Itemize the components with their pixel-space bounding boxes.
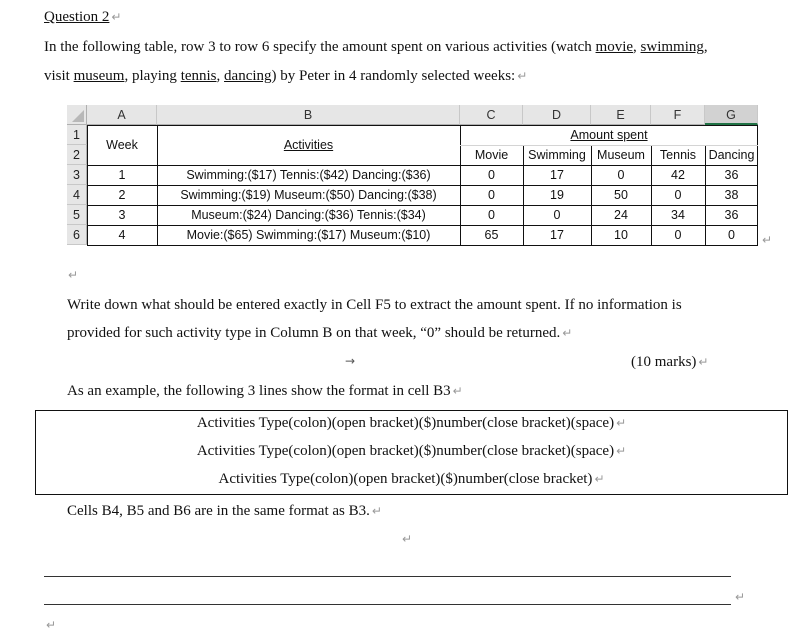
cell-movie[interactable]: 0 (488, 188, 495, 202)
movie-word: movie (595, 39, 634, 55)
cell-c2-movie[interactable]: Movie (474, 148, 509, 162)
intro-text: visit (44, 68, 74, 84)
paragraph-mark-icon: ↵ (402, 532, 413, 546)
row-header-5[interactable]: 5 (67, 205, 87, 225)
format-line-text: Activities Type(colon)(open bracket)($)number(close bracket)(space) (196, 415, 615, 431)
intro-comma: , (633, 39, 641, 55)
cell-d2-swimming[interactable]: Swimming (528, 148, 586, 162)
cell-c1-amount-spent[interactable]: Amount spent (570, 128, 648, 142)
row-header-1[interactable]: 1 (67, 125, 87, 145)
cell-activities[interactable]: Movie:($65) Swimming:($17) Museum:($10) (186, 228, 431, 242)
cell-movie[interactable]: 65 (484, 228, 499, 242)
column-header-a[interactable]: A (87, 105, 157, 125)
dancing-word: dancing (224, 68, 272, 84)
cell-dancing[interactable]: 38 (724, 188, 739, 202)
paragraph-mark-icon: ↵ (111, 10, 122, 24)
cell-week[interactable]: 1 (118, 168, 126, 182)
marks-label (631, 354, 708, 371)
closing-text: Cells B4, B5 and B6 are in the same format as B3. (67, 503, 370, 519)
format-line (36, 471, 787, 488)
cell-week[interactable]: 2 (118, 188, 126, 202)
intro-line-1 (44, 39, 708, 56)
paragraph-mark-icon: ↵ (735, 590, 746, 604)
task-line-1: Write down what should be entered exactly in Cell F5 to extract the amount spent. If no information is (67, 297, 682, 313)
cell-activities[interactable]: Museum:($24) Dancing:($36) Tennis:($34) (191, 208, 426, 222)
cell-week[interactable]: 3 (118, 208, 126, 222)
cell-swimming[interactable]: 19 (550, 188, 564, 202)
column-header-b[interactable]: B (157, 105, 460, 125)
cell-swimming[interactable]: 0 (553, 208, 561, 222)
cell-tennis[interactable]: 0 (674, 188, 682, 202)
cell-dancing[interactable]: 36 (724, 208, 739, 222)
paragraph-mark-icon: ↵ (517, 69, 528, 83)
column-header-c[interactable]: C (460, 105, 523, 125)
format-line (36, 443, 787, 460)
paragraph-mark-icon: ↵ (562, 326, 573, 340)
paragraph-mark-icon: ↵ (594, 472, 605, 486)
cell-activities[interactable]: Swimming:($19) Museum:($50) Dancing:($38) (180, 188, 437, 202)
paragraph-mark-icon: ↵ (698, 355, 709, 369)
task-text: provided for such activity type in Column B on that week, “0” should be returned. (67, 325, 561, 341)
swimming-word: swimming (640, 39, 704, 55)
answer-line[interactable] (44, 576, 731, 577)
paragraph-mark-icon: ↵ (616, 444, 627, 458)
column-header-e[interactable]: E (591, 105, 651, 125)
paragraph-mark-icon: ↵ (452, 384, 463, 398)
cell-swimming[interactable]: 17 (550, 228, 564, 242)
museum-word: museum (73, 68, 125, 84)
paragraph-mark-icon: ↵ (68, 268, 79, 282)
cell-dancing[interactable]: 0 (728, 228, 735, 242)
column-header-g[interactable]: G (705, 105, 758, 125)
marks-text: (10 marks) (631, 354, 697, 370)
row-header-3[interactable]: 3 (67, 165, 87, 185)
intro-text: ) by Peter in 4 randomly selected weeks: (271, 68, 516, 84)
format-line-text: Activities Type(colon)(open bracket)($)number(close bracket)(space) (196, 443, 615, 459)
cell-museum[interactable]: 0 (617, 168, 625, 182)
intro-line-2 (44, 68, 527, 85)
cell-tennis[interactable]: 42 (671, 168, 685, 182)
row-header-2[interactable]: 2 (67, 145, 87, 165)
cell-movie[interactable]: 0 (488, 208, 495, 222)
task-line-2 (67, 325, 572, 342)
column-header-f[interactable]: F (651, 105, 705, 125)
cell-swimming[interactable]: 17 (550, 168, 564, 182)
tennis-word: tennis (180, 68, 217, 84)
cell-museum[interactable]: 10 (614, 228, 628, 242)
cell-dancing[interactable]: 36 (724, 168, 739, 182)
row-header-4[interactable]: 4 (67, 185, 87, 205)
intro-text: , playing (124, 68, 181, 84)
paragraph-mark-icon: ↵ (371, 504, 382, 518)
cell-museum[interactable]: 24 (614, 208, 628, 222)
cell-tennis[interactable]: 0 (674, 228, 682, 242)
cell-activities[interactable]: Swimming:($17) Tennis:($42) Dancing:($36) (186, 168, 431, 182)
question-title-text: Question 2 (44, 9, 110, 25)
paragraph-mark-icon: ↵ (616, 416, 627, 430)
cell-tennis[interactable]: 34 (671, 208, 685, 222)
select-all-corner[interactable] (67, 105, 87, 125)
tab-arrow-icon: → (345, 354, 356, 368)
cell-e2-museum[interactable]: Museum (597, 148, 645, 162)
spreadsheet-table (67, 105, 758, 245)
cell-f2-tennis[interactable]: Tennis (659, 148, 697, 162)
format-box (35, 410, 788, 495)
closing-line (67, 503, 382, 520)
row-header-6[interactable]: 6 (67, 225, 87, 245)
column-header-d[interactable]: D (523, 105, 591, 125)
answer-line[interactable] (44, 604, 731, 605)
cell-movie[interactable]: 0 (488, 168, 495, 182)
paragraph-mark-icon: ↵ (46, 618, 57, 632)
example-intro-text: As an example, the following 3 lines show the format in cell B3 (67, 383, 451, 399)
cell-b1-activities[interactable]: Activities (283, 138, 334, 152)
intro-text: In the following table, row 3 to row 6 specify the amount spent on various activities (watch (44, 39, 596, 55)
cell-week[interactable]: 4 (118, 228, 126, 242)
paragraph-mark-icon: ↵ (762, 233, 773, 247)
format-line-text: Activities Type(colon)(open bracket)($)number(close bracket) (218, 471, 593, 487)
format-line (36, 415, 787, 432)
cell-a1-week[interactable]: Week (106, 138, 138, 152)
intro-comma: , (703, 39, 708, 55)
question-title (44, 9, 121, 26)
cell-g2-dancing[interactable]: Dancing (708, 148, 755, 162)
example-intro (67, 383, 463, 400)
intro-comma: , (216, 68, 225, 84)
cell-museum[interactable]: 50 (614, 188, 628, 202)
